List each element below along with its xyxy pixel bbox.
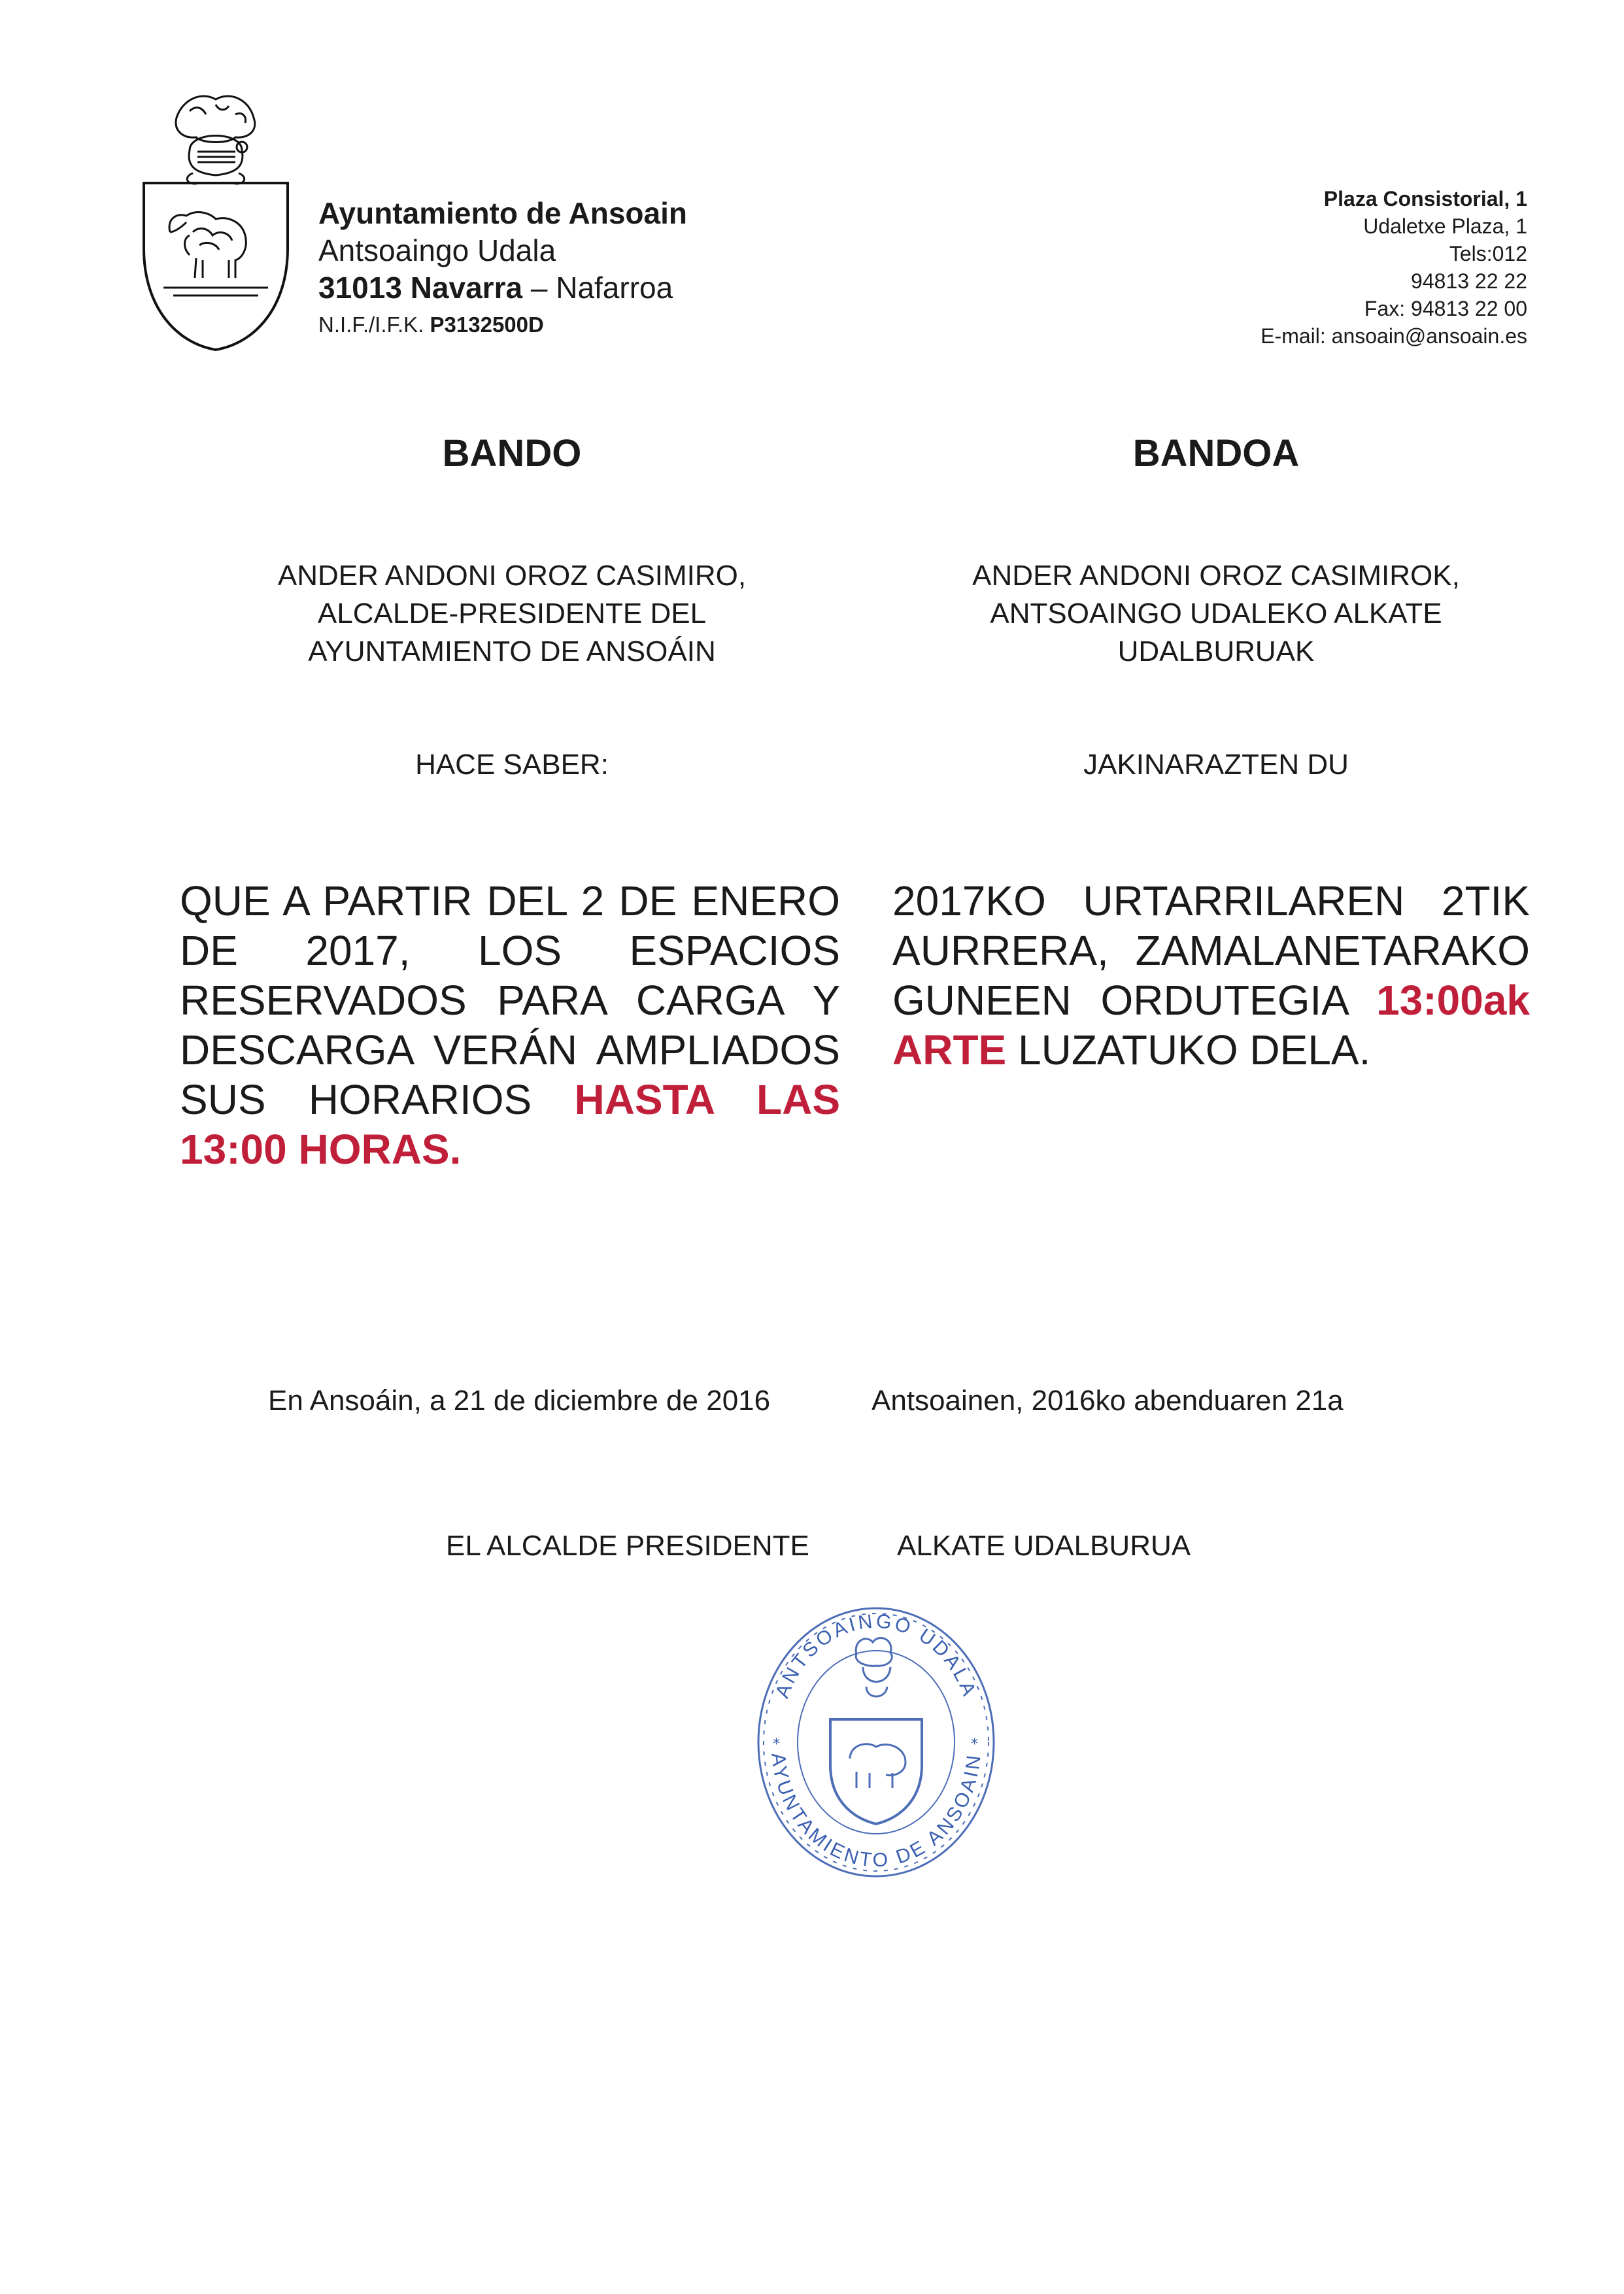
mayor-es-line: AYUNTAMIENTO DE ANSOÁIN <box>308 635 716 667</box>
mayor-eu-line: UDALBURUAK <box>1117 635 1315 667</box>
org-name-es: Ayuntamiento de Ansoain <box>318 196 687 230</box>
body-eu-highlight: 13:00ak ARTE <box>892 977 1530 1073</box>
signature-es: EL ALCALDE PRESIDENTE <box>446 1530 809 1562</box>
body-eu-end: LUZATUKO DELA. <box>1006 1026 1371 1073</box>
body-eu-text: 2017KO URTARRILAREN 2TIK AURRERA, ZAMALANETARAKO GUNEEN ORDUTEGIA <box>892 877 1530 1024</box>
body-eu <box>892 876 1530 1075</box>
postal-code: 31013 Navarra <box>318 271 523 305</box>
region-eu: Nafarroa <box>556 271 673 305</box>
address-es: Plaza Consistorial, 1 <box>1323 187 1527 211</box>
nif-label: N.I.F./I.F.K. <box>318 312 424 337</box>
coat-of-arms-logo <box>137 92 294 366</box>
mayor-eu-line: ANDER ANDONI OROZ CASIMIROK, <box>972 560 1460 592</box>
fax-number: Fax: 94813 22 00 <box>1364 297 1527 320</box>
svg-text:*: * <box>971 1736 978 1753</box>
header-organization <box>318 195 687 343</box>
title-eu: BANDOA <box>1132 432 1300 475</box>
seal-text-top: ANTSOAINGO UDALA <box>771 1610 981 1701</box>
region-separator: – <box>522 271 556 305</box>
address-eu: Udaletxe Plaza, 1 <box>1363 214 1527 238</box>
mayor-es-line: ALCALDE-PRESIDENTE DEL <box>317 598 707 630</box>
mayor-eu-line: ANTSOAINGO UDALEKO ALKATE <box>990 598 1442 630</box>
mayor-eu <box>889 557 1543 671</box>
mayor-es <box>185 557 839 671</box>
announce-eu: JAKINARAZTEN DU <box>1083 749 1349 781</box>
body-es <box>180 876 840 1174</box>
nif-value: P3132500D <box>430 312 544 337</box>
title-es: BANDO <box>442 432 582 475</box>
org-name-eu: Antsoaingo Udala <box>318 233 556 267</box>
nif-line <box>318 307 687 343</box>
mayor-es-line: ANDER ANDONI OROZ CASIMIRO, <box>277 560 747 592</box>
phone-label: Tels:012 <box>1449 242 1527 265</box>
date-es: En Ansoáin, a 21 de diciembre de 2016 <box>268 1385 771 1417</box>
seal-text-bottom: AYUNTAMIENTO DE ANSOAIN <box>767 1751 985 1872</box>
date-eu: Antsoainen, 2016ko abenduaren 21a <box>871 1385 1344 1417</box>
official-seal-stamp <box>745 1569 1007 1883</box>
svg-text:*: * <box>773 1736 780 1753</box>
phone-number: 94813 22 22 <box>1411 269 1527 293</box>
org-region <box>318 269 687 307</box>
email-address: E-mail: ansoain@ansoain.es <box>1260 324 1527 348</box>
body-es-highlight: HASTA LAS 13:00 HORAS. <box>180 1076 841 1173</box>
announce-es: HACE SABER: <box>415 749 609 781</box>
signature-eu: ALKATE UDALBURUA <box>897 1530 1191 1562</box>
svg-text:AYUNTAMIENTO DE ANSOAIN <box>767 1751 985 1871</box>
body-es-text: QUE A PARTIR DEL 2 DE ENERO DE 2017, LOS ESPACIOS RESERVADOS PARA CARGA Y DESCARGA VERÁN AMPLIADOS SUS HORARIOS <box>180 877 840 1123</box>
header-contact <box>1260 185 1527 350</box>
